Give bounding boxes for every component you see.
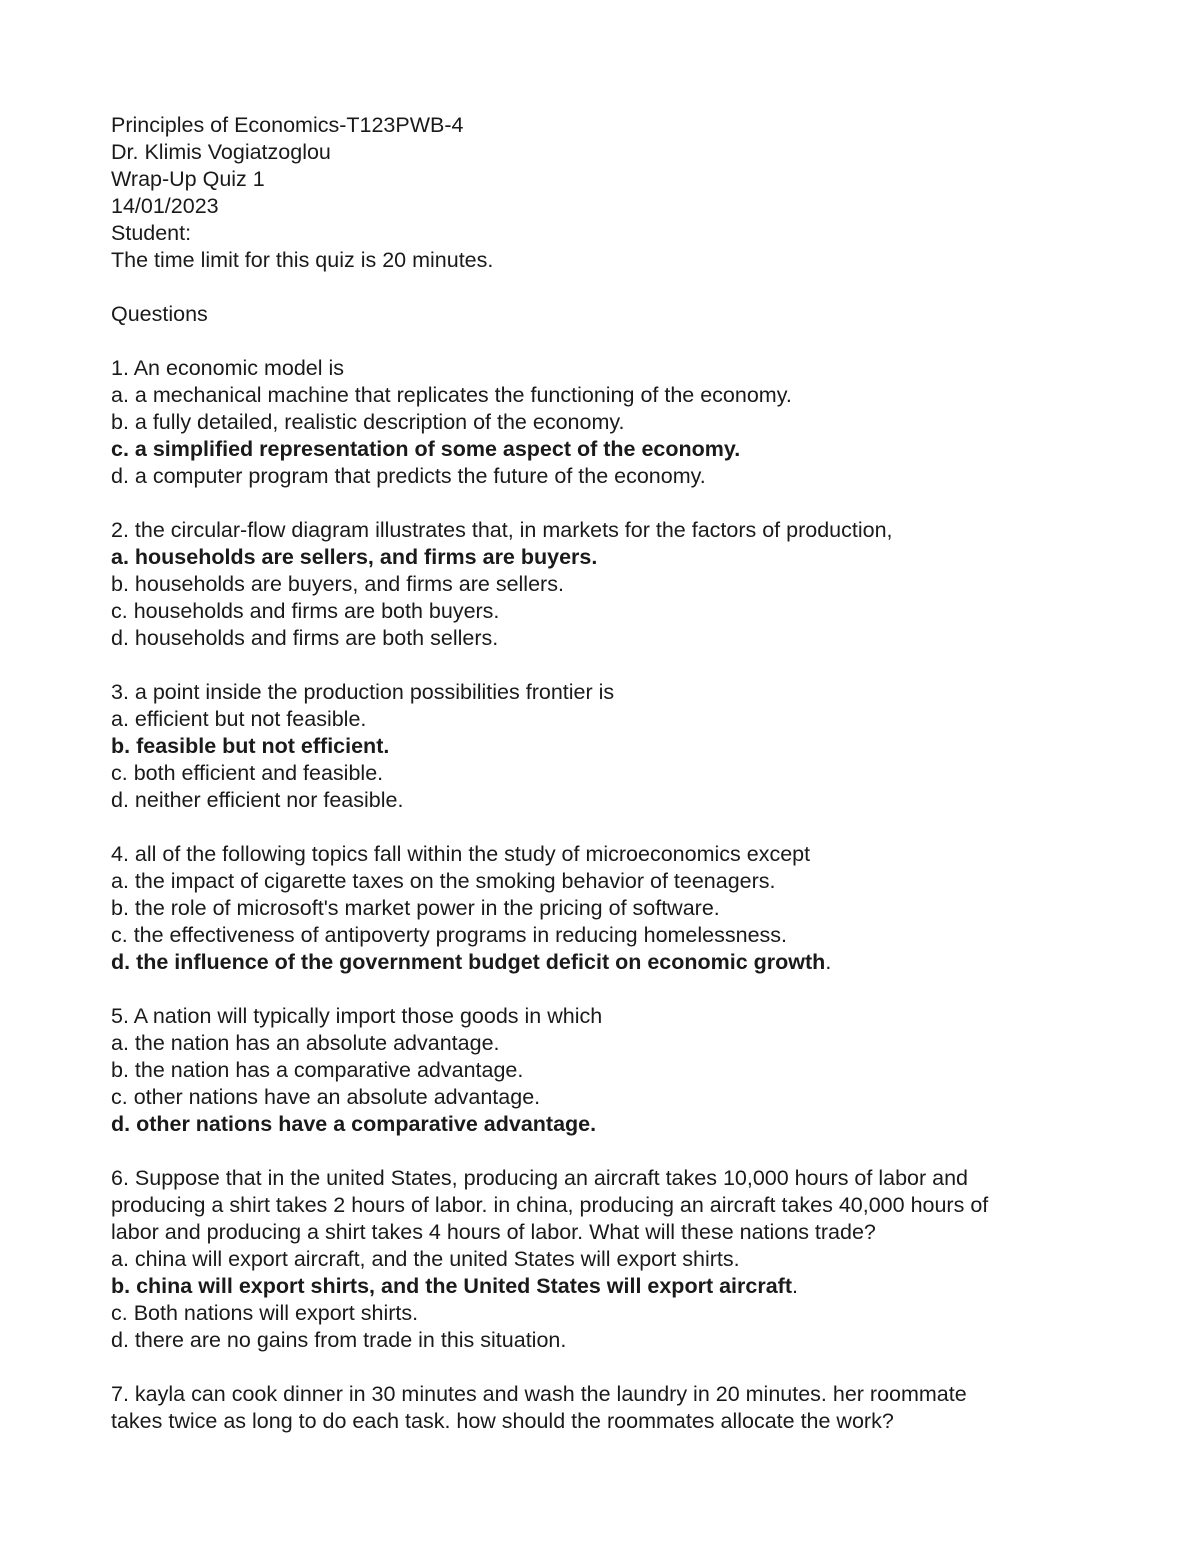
answer-option xyxy=(111,895,1111,922)
option-text: c. other nations have an absolute advantage. xyxy=(111,1085,541,1109)
option-text: a. the impact of cigarette taxes on the smoking behavior of teenagers. xyxy=(111,869,776,893)
spacer xyxy=(111,976,1111,1003)
question-block xyxy=(111,1165,1111,1354)
question-block xyxy=(111,355,1111,490)
option-text: b. the nation has a comparative advantage. xyxy=(111,1058,524,1082)
option-text: b. feasible but not efficient. xyxy=(111,734,390,758)
spacer xyxy=(111,652,1111,679)
question-list xyxy=(111,355,1111,1435)
option-text: a. efficient but not feasible. xyxy=(111,707,367,731)
question-stem: 3. a point inside the production possibilities frontier is xyxy=(111,680,615,704)
spacer xyxy=(111,490,1111,517)
option-suffix: . xyxy=(825,950,832,974)
section-title: Questions xyxy=(111,302,208,326)
option-text: b. the role of microsoft's market power in the pricing of software. xyxy=(111,896,720,920)
option-text: d. other nations have a comparative advantage. xyxy=(111,1112,597,1136)
answer-option xyxy=(111,382,1111,409)
question-stem: 7. kayla can cook dinner in 30 minutes and wash the laundry in 20 minutes. her roommate xyxy=(111,1382,967,1406)
spacer xyxy=(111,814,1111,841)
question-stem: takes twice as long to do each task. how should the roommates allocate the work? xyxy=(111,1409,894,1433)
document-page xyxy=(111,112,1111,1435)
option-text: d. households and firms are both sellers. xyxy=(111,626,499,650)
answer-option xyxy=(111,868,1111,895)
answer-option-correct xyxy=(111,1273,1111,1300)
option-suffix: . xyxy=(791,1274,798,1298)
option-text: d. neither efficient nor feasible. xyxy=(111,788,404,812)
option-text: a. a mechanical machine that replicates the functioning of the economy. xyxy=(111,383,792,407)
quiz-title: Wrap-Up Quiz 1 xyxy=(111,167,265,191)
answer-option-correct xyxy=(111,949,1111,976)
question-stem: 2. the circular-flow diagram illustrates that, in markets for the factors of production, xyxy=(111,518,893,542)
option-text: c. Both nations will export shirts. xyxy=(111,1301,419,1325)
answer-option xyxy=(111,1300,1111,1327)
option-text: c. a simplified representation of some aspect of the economy. xyxy=(111,437,741,461)
option-text: d. there are no gains from trade in this situation. xyxy=(111,1328,567,1352)
question-stem: producing a shirt takes 2 hours of labor. in china, producing an aircraft takes 40,000 hours of xyxy=(111,1193,989,1217)
option-text: a. households are sellers, and firms are buyers. xyxy=(111,545,598,569)
answer-option xyxy=(111,922,1111,949)
option-text: d. the influence of the government budget deficit on economic growth xyxy=(111,950,826,974)
option-text: c. both efficient and feasible. xyxy=(111,761,384,785)
spacer xyxy=(111,1354,1111,1381)
question-block xyxy=(111,679,1111,814)
answer-option-correct xyxy=(111,436,1111,463)
time-limit-note: The time limit for this quiz is 20 minutes. xyxy=(111,248,494,272)
answer-option-correct xyxy=(111,733,1111,760)
question-block xyxy=(111,1003,1111,1138)
option-text: d. a computer program that predicts the future of the economy. xyxy=(111,464,706,488)
answer-option xyxy=(111,1057,1111,1084)
answer-option xyxy=(111,409,1111,436)
answer-option xyxy=(111,706,1111,733)
answer-option xyxy=(111,1084,1111,1111)
answer-option xyxy=(111,463,1111,490)
question-block xyxy=(111,841,1111,976)
question-stem: 6. Suppose that in the united States, producing an aircraft takes 10,000 hours of labor and xyxy=(111,1166,968,1190)
spacer xyxy=(111,1138,1111,1165)
option-text: a. the nation has an absolute advantage. xyxy=(111,1031,500,1055)
student-label: Student: xyxy=(111,221,192,245)
course-title: Principles of Economics-T123PWB-4 xyxy=(111,113,464,137)
spacer xyxy=(111,274,1111,301)
answer-option-correct xyxy=(111,544,1111,571)
answer-option xyxy=(111,1030,1111,1057)
answer-option xyxy=(111,760,1111,787)
question-block xyxy=(111,517,1111,652)
answer-option xyxy=(111,1246,1111,1273)
quiz-date: 14/01/2023 xyxy=(111,194,219,218)
answer-option xyxy=(111,598,1111,625)
question-block xyxy=(111,1381,1111,1435)
answer-option xyxy=(111,571,1111,598)
question-stem: 5. A nation will typically import those goods in which xyxy=(111,1004,603,1028)
answer-option xyxy=(111,1327,1111,1354)
option-text: c. households and firms are both buyers. xyxy=(111,599,500,623)
option-text: c. the effectiveness of antipoverty programs in reducing homelessness. xyxy=(111,923,788,947)
answer-option xyxy=(111,787,1111,814)
option-text: b. a fully detailed, realistic description of the economy. xyxy=(111,410,625,434)
answer-option-correct xyxy=(111,1111,1111,1138)
document-header xyxy=(111,112,1111,274)
question-stem: 4. all of the following topics fall within the study of microeconomics except xyxy=(111,842,811,866)
question-stem: labor and producing a shirt takes 4 hours of labor. What will these nations trade? xyxy=(111,1220,876,1244)
option-text: b. china will export shirts, and the United States will export aircraft xyxy=(111,1274,792,1298)
option-text: a. china will export aircraft, and the united States will export shirts. xyxy=(111,1247,740,1271)
answer-option xyxy=(111,625,1111,652)
instructor-name: Dr. Klimis Vogiatzoglou xyxy=(111,140,331,164)
question-stem: 1. An economic model is xyxy=(111,356,345,380)
spacer xyxy=(111,328,1111,355)
option-text: b. households are buyers, and firms are sellers. xyxy=(111,572,564,596)
